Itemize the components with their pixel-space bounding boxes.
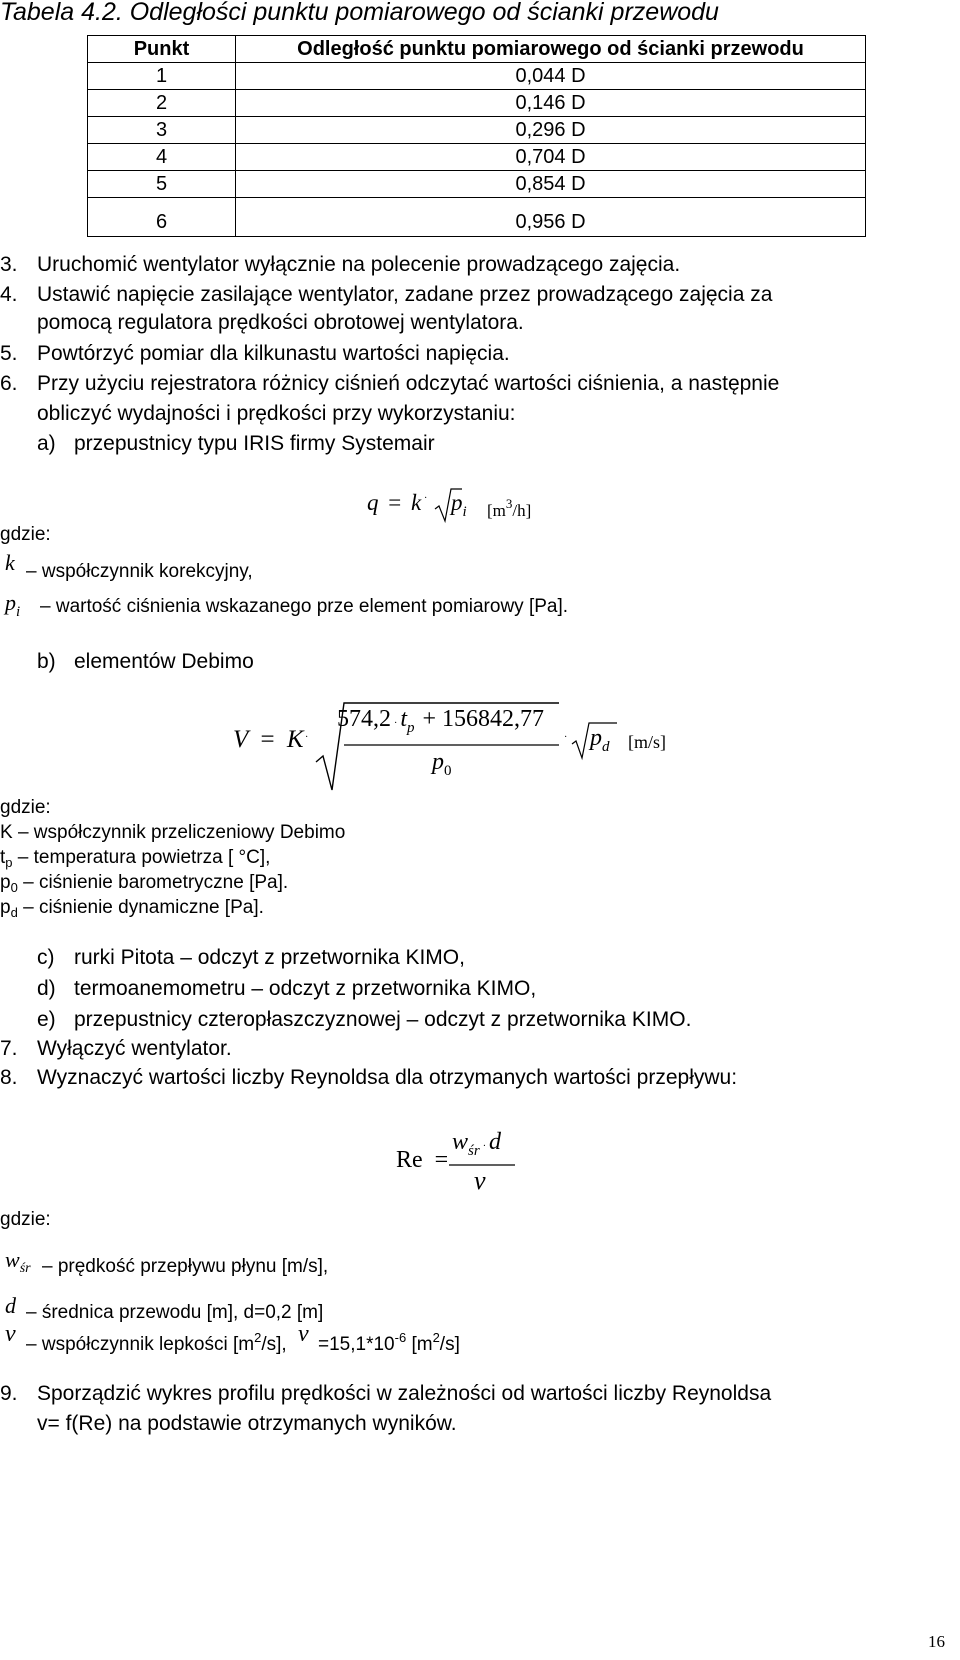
table-cell: 5 [88, 171, 236, 198]
step-letter: a) [37, 432, 56, 455]
where-nu-symbol [5, 1321, 16, 1348]
table-header-row [88, 36, 866, 63]
formula-subscript: p [407, 720, 415, 736]
formula-symbol: d [489, 1129, 502, 1155]
table-row [88, 90, 866, 117]
table-cell: 1 [88, 63, 236, 90]
number: + 156842,77 [422, 706, 545, 732]
where-nu-value [318, 1330, 460, 1356]
table-cell: 3 [88, 117, 236, 144]
step-text-continued: obliczyć wydajności i prędkości przy wykorzystaniu: [37, 402, 516, 425]
table-cell: 0,854 D [236, 171, 866, 198]
text: – ciśnienie barometryczne [Pa]. [23, 872, 289, 893]
formula-symbol: t [400, 706, 408, 732]
where-label: gdzie: [0, 1209, 51, 1230]
formula-symbol: Re [396, 1147, 423, 1173]
where-line [0, 847, 270, 870]
formula-symbol: K [286, 726, 304, 753]
formula-operator: = [434, 1147, 449, 1173]
step-text: Uruchomić wentylator wyłącznie na polecenie prowadzącego zajęcia. [37, 253, 681, 276]
step-text: termoanemometru – odczyt z przetwornika KIMO, [74, 977, 537, 1000]
where-d-text: – średnica przewodu [m], d=0,2 [m] [26, 1302, 324, 1323]
table-cell: 0,044 D [236, 63, 866, 90]
symbol: ν [5, 1321, 16, 1347]
where-w-text: – prędkość przepływu płynu [m/s], [42, 1256, 329, 1277]
step-text: Wyznaczyć wartości liczby Reynoldsa dla otrzymanych wartości przepływu: [37, 1066, 738, 1089]
step-number: 8. [0, 1066, 18, 1089]
column-header: Punkt [88, 36, 236, 63]
step-text-continued: pomocą regulatora prędkości obrotowej wentylatora. [37, 311, 524, 334]
text: /s] [439, 1334, 460, 1355]
text: – temperatura powietrza [ °C], [17, 847, 271, 868]
multiply-dot: · [564, 732, 568, 743]
where-p-symbol [5, 590, 20, 621]
where-w-symbol [5, 1247, 31, 1277]
superscript: 2 [432, 1330, 440, 1345]
number: 574,2 [337, 706, 391, 732]
formula-pd [590, 725, 610, 756]
step-text-continued: v= f(Re) na podstawie otrzymanych wyników. [37, 1412, 457, 1435]
symbol: p [5, 590, 16, 615]
unit-text: /h] [512, 501, 532, 520]
formula-pi [451, 490, 467, 521]
formula-debimo-lhs [233, 726, 304, 754]
table-row [88, 171, 866, 198]
step-number: 3. [0, 253, 18, 276]
step-7 [0, 1037, 900, 1065]
step-text: Przy użyciu rejestratora różnicy ciśnień odczytać wartości ciśnienia, a następnie [37, 372, 780, 395]
formula-subscript: i [462, 504, 467, 520]
formula-symbol: ν [474, 1166, 486, 1195]
table-row [88, 63, 866, 90]
step-text: przepustnicy typu IRIS firmy Systemair [74, 432, 435, 455]
multiply-dot: · [305, 732, 309, 743]
text: [m [411, 1334, 433, 1355]
formula-operator: = [388, 490, 402, 515]
formula-symbol: p [432, 749, 444, 775]
formula-subscript: 0 [444, 763, 452, 779]
unit-superscript: 3 [505, 496, 513, 511]
table-cell: 4 [88, 144, 236, 171]
step-text: elementów Debimo [74, 650, 254, 673]
table-row [88, 198, 866, 237]
unit-text: [m [487, 501, 506, 520]
table-cell: 0,956 D [236, 198, 866, 237]
multiply-dot: · [482, 1141, 487, 1152]
step-3 [0, 253, 960, 281]
subscript: d [10, 905, 18, 920]
step-number: 9. [0, 1382, 18, 1405]
where-label: gdzie: [0, 797, 51, 818]
formula-symbol: p [590, 725, 602, 751]
where-line [0, 897, 264, 920]
step-number: 4. [0, 283, 18, 306]
multiply-dot: · [424, 493, 428, 504]
table-cell: 0,146 D [236, 90, 866, 117]
superscript: 2 [254, 1330, 262, 1345]
text: – ciśnienie dynamiczne [Pa]. [23, 897, 264, 918]
table-cell: 2 [88, 90, 236, 117]
step-text: Sporządzić wykres profilu prędkości w zależności od wartości liczby Reynoldsa [37, 1382, 772, 1405]
superscript: -6 [394, 1330, 407, 1345]
symbol: w [5, 1247, 20, 1272]
where-label: gdzie: [0, 524, 51, 545]
formula-symbol: p [451, 490, 463, 515]
text: – współczynnik lepkości [m [26, 1334, 255, 1355]
table-cell: 6 [88, 198, 236, 237]
table-cell: 0,296 D [236, 117, 866, 144]
step-letter: b) [37, 650, 56, 673]
where-line [0, 872, 288, 895]
table-row [88, 144, 866, 171]
symbol: ν [298, 1321, 309, 1347]
step-4 [0, 283, 960, 339]
where-d-symbol [5, 1293, 16, 1319]
where-nu-text [26, 1330, 287, 1356]
step-6d [37, 977, 937, 1005]
step-text: przepustnicy czteropłaszczyznowej – odczyt z przetwornika KIMO. [74, 1008, 692, 1031]
symbol: t [0, 847, 6, 868]
step-text: Powtórzyć pomiar dla kilkunastu wartości napięcia. [37, 342, 510, 365]
step-text: Ustawić napięcie zasilające wentylator, zadane przez prowadzącego zajęcia za [37, 283, 773, 306]
formula-symbol: V [233, 726, 249, 753]
formula-operator: = [260, 726, 275, 753]
where-k-text: – współczynnik korekcyjny, [26, 561, 253, 582]
symbol: d [5, 1293, 16, 1318]
formula-iris [367, 490, 421, 516]
formula-symbol: q [367, 490, 379, 515]
symbol: k [5, 550, 15, 575]
fraction-numerator [337, 706, 544, 737]
fraction-numerator [452, 1129, 501, 1160]
step-letter: d) [37, 977, 56, 1000]
formula-subscript: śr [468, 1143, 480, 1159]
fraction-denominator [432, 749, 452, 780]
step-5 [0, 342, 960, 370]
table-row [88, 117, 866, 144]
fraction-denominator [474, 1166, 486, 1196]
formula-unit [487, 496, 531, 521]
step-6 [0, 372, 960, 432]
step-number: 6. [0, 372, 18, 395]
distance-table [87, 35, 866, 237]
step-6c [37, 946, 937, 974]
step-8 [0, 1066, 960, 1094]
where-p-text: – wartość ciśnienia wskazanego prze element pomiarowy [Pa]. [40, 596, 569, 617]
subscript: śr [19, 1261, 31, 1276]
where-nu-symbol [298, 1321, 309, 1348]
step-9 [0, 1382, 960, 1442]
subscript: p [5, 855, 13, 870]
step-6a [37, 432, 637, 460]
where-k-symbol [5, 550, 15, 576]
subscript: i [16, 604, 21, 620]
formula-symbol: w [452, 1129, 469, 1155]
symbol: p [0, 872, 11, 893]
formula-symbol: k [410, 490, 422, 515]
formula-subscript: d [602, 739, 610, 755]
symbol: p [0, 897, 11, 918]
column-header: Odległość punktu pomiarowego od ścianki przewodu [236, 36, 866, 63]
formula-re-lhs [396, 1147, 448, 1174]
subscript: 0 [10, 880, 18, 895]
step-letter: e) [37, 1008, 56, 1031]
step-letter: c) [37, 946, 55, 969]
table-caption: Tabela 4.2. Odległości punktu pomiarowego od ścianki przewodu [0, 0, 719, 26]
step-text: rurki Pitota – odczyt z przetwornika KIMO, [74, 946, 465, 969]
step-text: Wyłączyć wentylator. [37, 1037, 232, 1060]
step-6b [37, 650, 637, 678]
step-number: 5. [0, 342, 18, 365]
text: =15,1*10 [318, 1334, 395, 1355]
step-number: 7. [0, 1037, 18, 1060]
table-cell: 0,704 D [236, 144, 866, 171]
text: /s], [261, 1334, 287, 1355]
step-6e [37, 1008, 937, 1036]
multiply-dot: · [394, 718, 398, 729]
page-number: 16 [928, 1632, 945, 1651]
formula-unit: [m/s] [628, 732, 666, 752]
where-line: K – współczynnik przeliczeniowy Debimo [0, 822, 346, 843]
